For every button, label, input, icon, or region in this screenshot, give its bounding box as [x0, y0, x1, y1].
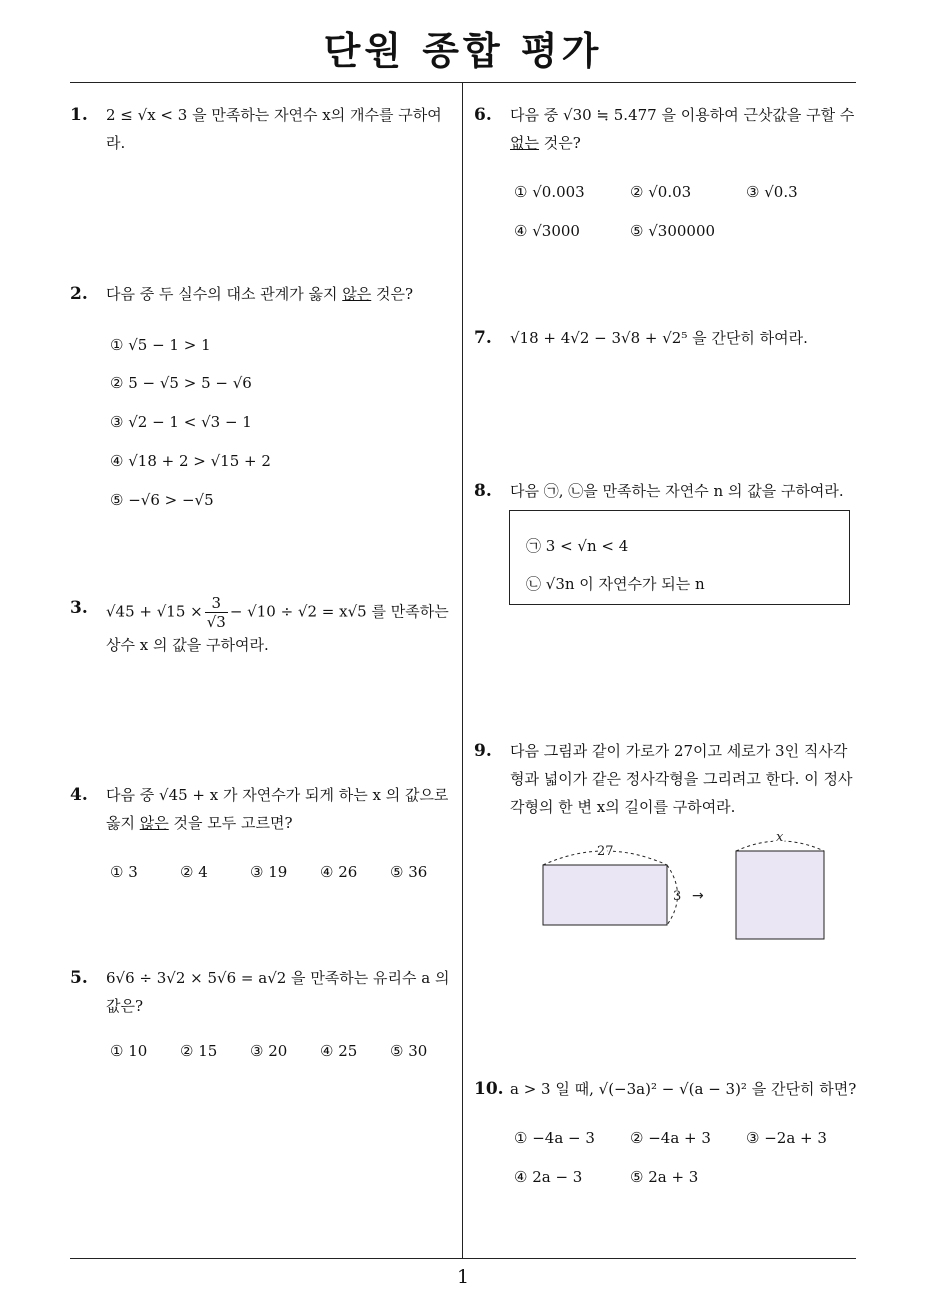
option: ② 4: [180, 863, 208, 881]
option: ⑤ 30: [390, 1042, 428, 1060]
option: ⑤ −√6 > −√5: [110, 491, 214, 509]
question-2: [70, 280, 458, 308]
option: ③ −2a + 3: [746, 1129, 827, 1147]
question-9: [474, 737, 866, 821]
question-number: 2.: [70, 284, 88, 304]
question-text-line2: 없는 것은?: [510, 134, 581, 152]
question-4: [70, 781, 462, 837]
option: ④ √18 + 2 > √15 + 2: [110, 452, 271, 470]
option: ③ 19: [250, 863, 288, 881]
option: ④ 26: [320, 863, 358, 881]
question-text: 다음 ㉠, ㉡을 만족하는 자연수 n 의 값을 구하여라.: [510, 482, 844, 500]
option: ② 5 − √5 > 5 − √6: [110, 374, 252, 392]
question-6: [474, 101, 862, 157]
question-number: 9.: [474, 741, 492, 761]
question-number: 10.: [474, 1079, 504, 1099]
question-text: 다음 그림과 같이 가로가 27이고 세로가 3인 직사각: [510, 742, 848, 760]
column-divider: [462, 83, 463, 1258]
question-number: 8.: [474, 481, 492, 501]
option: ② 15: [180, 1042, 218, 1060]
question-text: a > 3 일 때, √(−3a)² − √(a − 3)² 을 간단히 하면?: [510, 1080, 857, 1098]
question-number: 1.: [70, 105, 88, 125]
width-label: 27: [597, 844, 614, 859]
option: ① −4a − 3: [514, 1129, 595, 1147]
height-label: 3: [673, 889, 682, 904]
question-text: 다음 중 두 실수의 대소 관계가 옳지 않은 것은?: [106, 285, 414, 303]
option: ① 3: [110, 863, 138, 881]
underlined-word: 않은: [139, 814, 169, 832]
option: ⑤ 2a + 3: [630, 1168, 699, 1186]
question-text: √45 + √15 × $\frac{3}{√3}$ − √10 ÷ √2 = x√5 를 만족하는: [106, 594, 449, 631]
question-number: 6.: [474, 105, 492, 125]
option: ④ 2a − 3: [514, 1168, 583, 1186]
condition-2: ㉡ √3n 이 자연수가 되는 n: [526, 575, 705, 593]
question-1: [70, 101, 458, 157]
underlined-word: 않은: [342, 285, 372, 303]
question-text-line2: 옳지 않은 것을 모두 고르면?: [106, 814, 293, 832]
question-text-line3: 각형의 한 변 x의 길이를 구하여라.: [510, 798, 736, 816]
option: ④ √3000: [514, 222, 580, 240]
underlined-word: 없는: [510, 134, 539, 152]
arrow-icon: →: [692, 888, 704, 904]
rectangle-27-by-3: [543, 865, 667, 925]
question-text-line2: 형과 넓이가 같은 정사각형을 그리려고 한다. 이 정사: [510, 770, 853, 788]
page-title: 단원 종합 평가: [323, 29, 603, 73]
question-8: [474, 477, 862, 505]
question-7: [474, 324, 862, 352]
bottom-rule: [70, 1258, 856, 1259]
condition-1: ㉠ 3 < √n < 4: [526, 537, 629, 555]
fraction: $\frac{3}{√3}$: [206, 594, 226, 631]
question-text: 2 ≤ √x < 3 을 만족하는 자연수 x의 개수를 구하여라.: [106, 106, 442, 152]
question-text-line2: 값은?: [106, 997, 144, 1015]
question-text: √18 + 4√2 − 3√8 + √2⁵ 을 간단히 하여라.: [510, 329, 808, 347]
side-label: x: [776, 830, 784, 845]
rectangle-square-figure: [530, 825, 840, 950]
top-rule: [70, 82, 856, 83]
question-5: [70, 964, 462, 1020]
question-number: 5.: [70, 968, 88, 988]
question-10: [474, 1075, 866, 1103]
option: ③ √2 − 1 < √3 − 1: [110, 413, 252, 431]
option: ⑤ 36: [390, 863, 428, 881]
option: ④ 25: [320, 1042, 358, 1060]
question-text-line2: 상수 x 의 값을 구하여라.: [106, 636, 269, 654]
page-number: 1: [456, 1266, 470, 1288]
question-number: 4.: [70, 785, 88, 805]
option: ② −4a + 3: [630, 1129, 711, 1147]
square: [736, 851, 824, 939]
option: ① √0.003: [514, 183, 585, 201]
option: ③ √0.3: [746, 183, 798, 201]
question-number: 7.: [474, 328, 492, 348]
question-text: 다음 중 √30 ≒ 5.477 을 이용하여 근삿값을 구할 수: [510, 106, 855, 124]
question-text: 6√6 ÷ 3√2 × 5√6 = a√2 을 만족하는 유리수 a 의: [106, 969, 450, 987]
option: ① 10: [110, 1042, 148, 1060]
option: ③ 20: [250, 1042, 288, 1060]
question-number: 3.: [70, 598, 88, 618]
option: ① √5 − 1 > 1: [110, 336, 211, 354]
option: ② √0.03: [630, 183, 692, 201]
question-text: 다음 중 √45 + x 가 자연수가 되게 하는 x 의 값으로: [106, 786, 449, 804]
question-3: [70, 594, 458, 659]
option: ⑤ √300000: [630, 222, 716, 240]
